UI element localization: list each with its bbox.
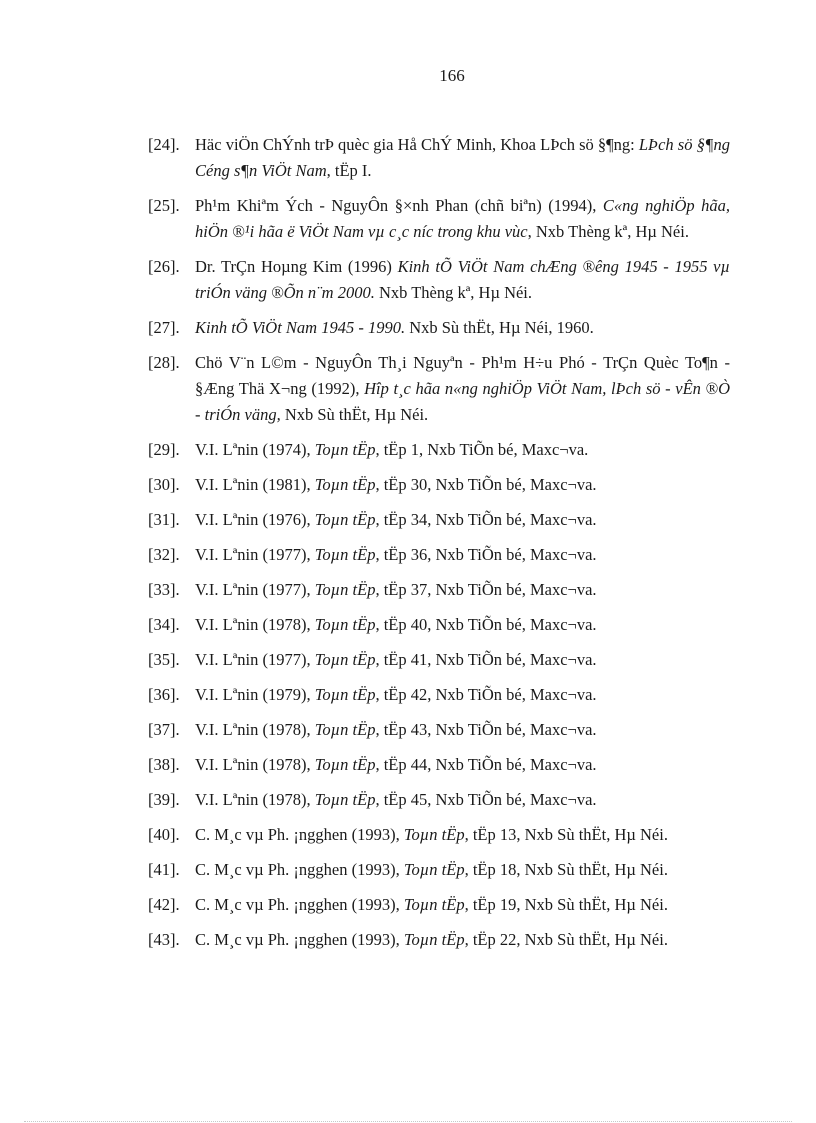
reference-title: Toµn tËp <box>314 790 376 809</box>
reference-number: [36]. <box>148 685 180 704</box>
reference-title: Toµn tËp <box>314 580 376 599</box>
reference-text <box>195 787 730 813</box>
reference-title: Toµn tËp <box>403 930 465 949</box>
reference-segment: V.I. Lªnin (1981), <box>195 475 315 494</box>
reference-text <box>195 682 730 708</box>
reference-segment: Häc viÖn ChÝnh trÞ quèc gia Hå ChÝ Minh, Khoa LÞch sö §¶ng: <box>195 135 639 154</box>
reference-text <box>195 350 730 428</box>
reference-segment: V.I. Lªnin (1976), <box>195 510 315 529</box>
reference-title: Toµn tËp <box>314 615 376 634</box>
reference-segment: Nxb Thèng kª, Hµ Néi. <box>374 283 533 302</box>
reference-segment: Chö V¨n L©m - NguyÔn Th¸i Nguyªn - Ph¹m H÷u Phó - TrÇn Quèc To¶n - §Æng Thä X¬ng (1992), <box>195 353 730 398</box>
reference-segment: , tËp 18, Nxb Sù thËt, Hµ Néi. <box>464 860 668 879</box>
reference-text <box>195 857 730 883</box>
reference-number: [24]. <box>148 135 180 154</box>
reference-segment: Nxb Sù thËt, Hµ Néi. <box>280 405 429 424</box>
reference-text <box>195 717 730 743</box>
reference-text <box>195 315 730 341</box>
reference-item <box>148 752 730 778</box>
reference-item <box>148 682 730 708</box>
reference-number: [43]. <box>148 930 180 949</box>
reference-text <box>195 472 730 498</box>
reference-segment: C. M¸c vµ Ph. ¡ngghen (1993), <box>195 825 404 844</box>
reference-item <box>148 437 730 463</box>
reference-segment: , tËp 43, Nxb TiÕn bé, Maxc¬va. <box>375 720 597 739</box>
reference-title: Toµn tËp <box>314 440 376 459</box>
reference-title: Hîp t¸c hãa n«ng nghiÖp ViÖt Nam, lÞch sö - vÊn ®Ò - triÓn väng, <box>195 379 730 424</box>
reference-text <box>195 132 730 184</box>
reference-title: Toµn tËp <box>314 685 376 704</box>
reference-text <box>195 437 730 463</box>
reference-number: [41]. <box>148 860 180 879</box>
reference-item <box>148 857 730 883</box>
page-bottom-rule <box>24 1121 792 1122</box>
reference-item <box>148 787 730 813</box>
reference-title: LÞch sö §¶ng Céng s¶n ViÖt Nam <box>195 135 730 180</box>
reference-number: [31]. <box>148 510 180 529</box>
reference-segment: , tËp 37, Nxb TiÕn bé, Maxc¬va. <box>375 580 597 599</box>
reference-number: [33]. <box>148 580 180 599</box>
reference-item <box>148 132 730 184</box>
reference-segment: Ph¹m Khiªm Ých - NguyÔn §×nh Phan (chñ biªn) (1994), <box>195 196 603 215</box>
reference-title: Toµn tËp <box>403 895 465 914</box>
reference-list <box>148 132 730 962</box>
reference-number: [27]. <box>148 318 180 337</box>
reference-title: Kinh tÕ ViÖt Nam 1945 - 1990. <box>195 318 406 337</box>
reference-segment: , tËp 19, Nxb Sù thËt, Hµ Néi. <box>464 895 668 914</box>
reference-text <box>195 612 730 638</box>
reference-text <box>195 542 730 568</box>
reference-title: Toµn tËp <box>403 825 465 844</box>
reference-item <box>148 927 730 953</box>
reference-text <box>195 892 730 918</box>
page-number: 166 <box>439 66 465 85</box>
reference-item <box>148 612 730 638</box>
reference-segment: , tËp 40, Nxb TiÕn bé, Maxc¬va. <box>375 615 597 634</box>
reference-number: [32]. <box>148 545 180 564</box>
reference-item <box>148 822 730 848</box>
reference-title: Toµn tËp <box>314 755 376 774</box>
reference-number: [38]. <box>148 755 180 774</box>
reference-text <box>195 577 730 603</box>
reference-number: [29]. <box>148 440 180 459</box>
reference-segment: , tËp 22, Nxb Sù thËt, Hµ Néi. <box>464 930 668 949</box>
reference-number: [26]. <box>148 257 180 276</box>
reference-text <box>195 927 730 953</box>
reference-item <box>148 647 730 673</box>
reference-segment: V.I. Lªnin (1977), <box>195 580 315 599</box>
reference-text <box>195 752 730 778</box>
reference-segment: C. M¸c vµ Ph. ¡ngghen (1993), <box>195 895 404 914</box>
reference-title: Toµn tËp <box>314 720 376 739</box>
reference-item <box>148 315 730 341</box>
reference-title: Toµn tËp <box>314 475 376 494</box>
reference-item <box>148 254 730 306</box>
reference-item <box>148 507 730 533</box>
reference-item <box>148 193 730 245</box>
reference-item <box>148 892 730 918</box>
reference-text <box>195 507 730 533</box>
reference-number: [39]. <box>148 790 180 809</box>
reference-segment: V.I. Lªnin (1977), <box>195 545 315 564</box>
reference-number: [28]. <box>148 353 180 372</box>
reference-title: Kinh tÕ ViÖt Nam chÆng ®êng 1945 - 1955 vµ triÓn väng ®Õn n¨m 2000. <box>195 257 730 302</box>
reference-number: [30]. <box>148 475 180 494</box>
reference-segment: , tËp 13, Nxb Sù thËt, Hµ Néi. <box>464 825 668 844</box>
reference-segment: V.I. Lªnin (1974), <box>195 440 315 459</box>
reference-segment: Nxb Sù thËt, Hµ Néi, 1960. <box>405 318 594 337</box>
reference-segment: Dr. TrÇn Hoµng Kim (1996) <box>195 257 398 276</box>
reference-item <box>148 577 730 603</box>
reference-segment: C. M¸c vµ Ph. ¡ngghen (1993), <box>195 930 404 949</box>
reference-item <box>148 350 730 428</box>
reference-segment: V.I. Lªnin (1978), <box>195 755 315 774</box>
reference-segment: , tËp 41, Nxb TiÕn bé, Maxc¬va. <box>375 650 597 669</box>
reference-segment: , Nxb Thèng kª, Hµ Néi. <box>527 222 689 241</box>
reference-number: [37]. <box>148 720 180 739</box>
reference-segment: , tËp 36, Nxb TiÕn bé, Maxc¬va. <box>375 545 597 564</box>
reference-segment: , tËp 45, Nxb TiÕn bé, Maxc¬va. <box>375 790 597 809</box>
reference-title: C«ng nghiÖp hãa, hiÖn ®¹i hãa ë ViÖt Nam vµ c¸c níc trong khu vùc <box>195 196 730 241</box>
reference-segment: , tËp 1, Nxb TiÕn bé, Maxc¬va. <box>375 440 589 459</box>
reference-segment: , tËp 34, Nxb TiÕn bé, Maxc¬va. <box>375 510 597 529</box>
reference-number: [25]. <box>148 196 180 215</box>
reference-segment: V.I. Lªnin (1978), <box>195 720 315 739</box>
reference-segment: , tËp I. <box>326 161 372 180</box>
reference-segment: , tËp 30, Nxb TiÕn bé, Maxc¬va. <box>375 475 597 494</box>
reference-number: [40]. <box>148 825 180 844</box>
reference-segment: , tËp 44, Nxb TiÕn bé, Maxc¬va. <box>375 755 597 774</box>
reference-segment: C. M¸c vµ Ph. ¡ngghen (1993), <box>195 860 404 879</box>
reference-segment: V.I. Lªnin (1979), <box>195 685 315 704</box>
reference-number: [34]. <box>148 615 180 634</box>
reference-item <box>148 542 730 568</box>
reference-title: Toµn tËp <box>314 510 376 529</box>
reference-number: [35]. <box>148 650 180 669</box>
reference-item <box>148 472 730 498</box>
reference-number: [42]. <box>148 895 180 914</box>
reference-title: Toµn tËp <box>403 860 465 879</box>
reference-title: Toµn tËp <box>314 650 376 669</box>
reference-text <box>195 254 730 306</box>
reference-item <box>148 717 730 743</box>
reference-segment: V.I. Lªnin (1977), <box>195 650 315 669</box>
reference-title: Toµn tËp <box>314 545 376 564</box>
reference-segment: V.I. Lªnin (1978), <box>195 790 315 809</box>
reference-text <box>195 647 730 673</box>
reference-text <box>195 193 730 245</box>
reference-text <box>195 822 730 848</box>
reference-segment: , tËp 42, Nxb TiÕn bé, Maxc¬va. <box>375 685 597 704</box>
reference-segment: V.I. Lªnin (1978), <box>195 615 315 634</box>
